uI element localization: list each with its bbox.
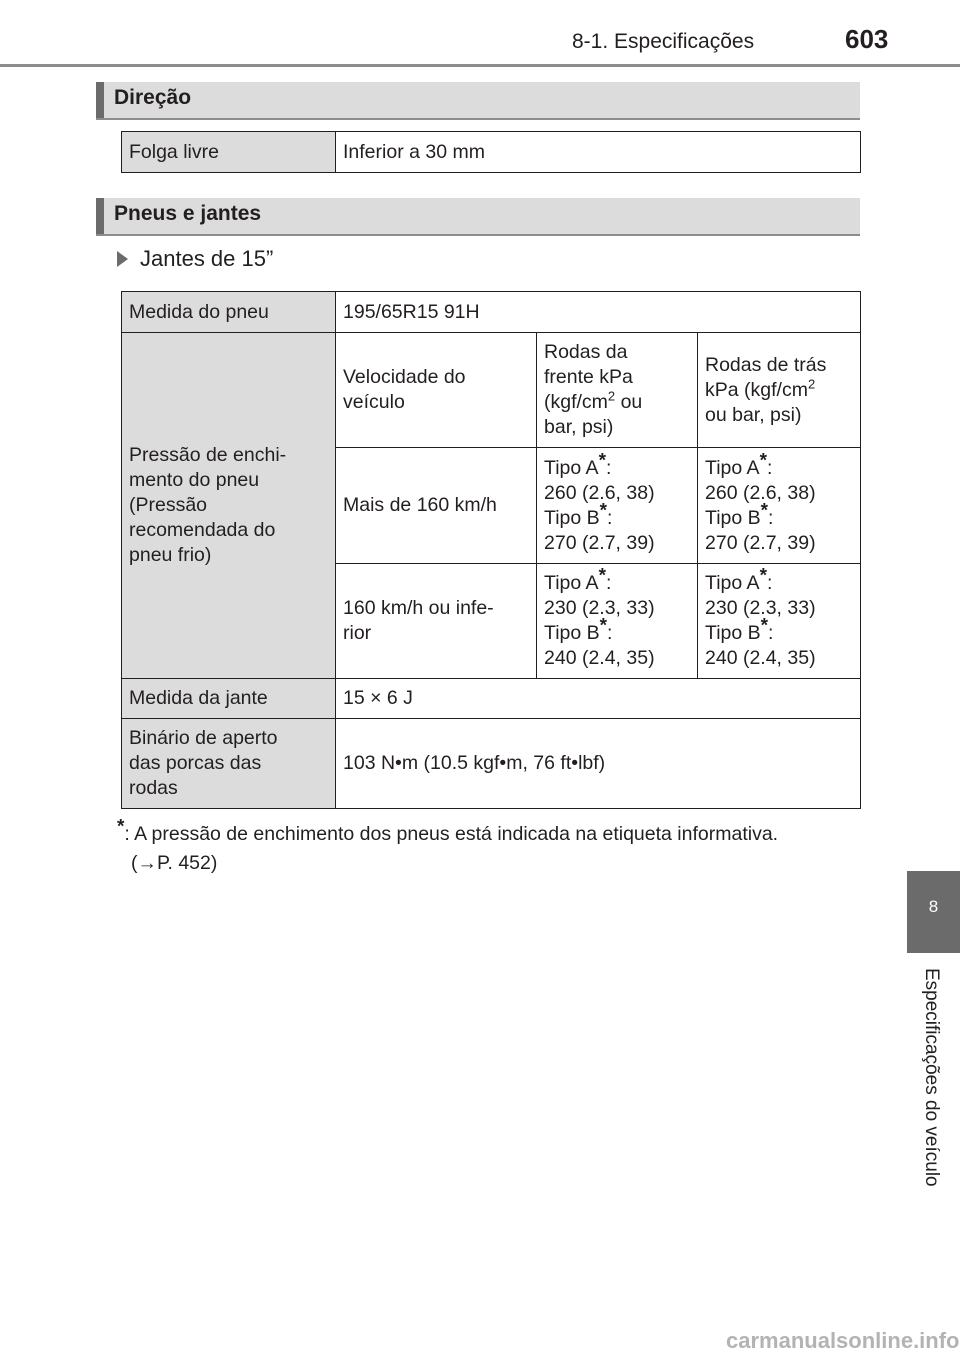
footnote-line1: : A pressão de enchimento dos pneus está indicada na etiqueta informativa. bbox=[124, 823, 779, 845]
subheading-text: Jantes de 15” bbox=[140, 246, 274, 271]
type-a-label: Tipo A bbox=[544, 572, 599, 594]
type-a-label: Tipo A bbox=[544, 456, 599, 479]
section-heading-pneus bbox=[96, 198, 860, 236]
col-front-sup: 2 bbox=[607, 388, 616, 404]
over-rear-b: 270 (2.7, 39) bbox=[705, 531, 816, 554]
asterisk-mark: * bbox=[598, 450, 606, 471]
rim-size-label: Medida da jante bbox=[122, 679, 336, 719]
col-header-speed: Velocidade do veículo bbox=[336, 333, 537, 448]
page-number: 603 bbox=[845, 24, 889, 54]
col-rear-text: Rodas de trás kPa (kgf/cm bbox=[705, 353, 827, 401]
section-title-pneus: Pneus e jantes bbox=[114, 202, 262, 225]
steering-table bbox=[121, 131, 861, 173]
speed-under-160: 160 km/h ou infe- rior bbox=[336, 564, 537, 679]
chapter-label-vertical: Especificações do veículo bbox=[921, 968, 942, 1187]
watermark: carmanualsonline.info bbox=[726, 1328, 960, 1353]
over-front-a: 260 (2.6, 38) bbox=[544, 481, 655, 504]
colon: : bbox=[605, 456, 612, 479]
type-b-label: Tipo B bbox=[705, 622, 761, 644]
over-front-b: 270 (2.7, 39) bbox=[544, 531, 655, 554]
chapter-tab bbox=[907, 871, 960, 953]
col-front-text: Rodas da frente kPa (kgf/cm bbox=[544, 341, 633, 413]
footnote bbox=[117, 816, 779, 846]
under-rear-a: 230 (2.3, 33) bbox=[705, 597, 816, 619]
footnote-page-reference[interactable]: (→P. 452) bbox=[131, 852, 218, 874]
col-front-tail: ou bar, psi) bbox=[544, 391, 643, 438]
colon: : bbox=[768, 506, 774, 529]
torque-value: 103 N•m (10.5 kgf•m, 76 ft•lbf) bbox=[336, 719, 861, 809]
under-front-a: 230 (2.3, 33) bbox=[544, 597, 655, 619]
under-rear-values bbox=[698, 564, 861, 679]
speed-over-160: Mais de 160 km/h bbox=[336, 448, 537, 564]
type-a-label: Tipo A bbox=[705, 456, 760, 479]
over-front-values bbox=[537, 448, 698, 564]
footnote-asterisk: * bbox=[117, 816, 125, 838]
tire-size-label: Medida do pneu bbox=[122, 292, 336, 333]
col-rear-tail: ou bar, psi) bbox=[705, 403, 802, 426]
colon: : bbox=[607, 506, 613, 529]
col-header-rear bbox=[698, 333, 861, 448]
over-rear-values bbox=[698, 448, 861, 564]
table-row bbox=[122, 679, 861, 719]
section-heading-bar bbox=[96, 82, 104, 118]
table-row bbox=[122, 333, 861, 448]
asterisk-mark: * bbox=[760, 615, 769, 637]
type-b-label: Tipo B bbox=[544, 622, 600, 644]
asterisk-mark: * bbox=[599, 615, 608, 637]
asterisk-mark: * bbox=[759, 450, 767, 471]
pressure-label: Pressão de enchi- mento do pneu (Pressão recomendada do pneu frio) bbox=[122, 333, 336, 679]
section-title-direcao: Direção bbox=[114, 86, 192, 109]
tire-size-value: 195/65R15 91H bbox=[336, 292, 861, 333]
type-b-label: Tipo B bbox=[705, 506, 761, 529]
torque-label: Binário de aperto das porcas das rodas bbox=[122, 719, 336, 809]
section-heading-direcao bbox=[96, 82, 860, 120]
tires-table bbox=[121, 291, 861, 809]
chapter-number: 8 bbox=[928, 897, 939, 916]
type-b-label: Tipo B bbox=[544, 506, 600, 529]
colon: : bbox=[768, 622, 774, 644]
col-rear-sup: 2 bbox=[807, 376, 816, 391]
col-header-front bbox=[537, 333, 698, 448]
asterisk-mark: * bbox=[760, 500, 769, 521]
table-row bbox=[122, 132, 861, 173]
under-front-b: 240 (2.4, 35) bbox=[544, 647, 655, 669]
subheading-wheels-15 bbox=[117, 246, 273, 272]
section-heading-bar bbox=[96, 198, 104, 234]
colon: : bbox=[605, 572, 612, 594]
colon: : bbox=[607, 622, 613, 644]
rim-size-value: 15 × 6 J bbox=[336, 679, 861, 719]
over-rear-a: 260 (2.6, 38) bbox=[705, 481, 816, 504]
colon: : bbox=[766, 456, 773, 479]
header-section-title: 8-1. Especificações bbox=[572, 30, 755, 53]
under-front-values bbox=[537, 564, 698, 679]
table-row bbox=[122, 292, 861, 333]
type-a-label: Tipo A bbox=[705, 572, 760, 594]
header-rule bbox=[0, 64, 960, 67]
triangle-bullet-icon bbox=[117, 251, 128, 267]
colon: : bbox=[766, 572, 773, 594]
under-rear-b: 240 (2.4, 35) bbox=[705, 647, 816, 669]
asterisk-mark: * bbox=[599, 500, 608, 521]
free-play-value: Inferior a 30 mm bbox=[336, 132, 861, 173]
asterisk-mark: * bbox=[759, 565, 767, 587]
free-play-label: Folga livre bbox=[122, 132, 336, 173]
table-row bbox=[122, 719, 861, 809]
asterisk-mark: * bbox=[598, 565, 606, 587]
